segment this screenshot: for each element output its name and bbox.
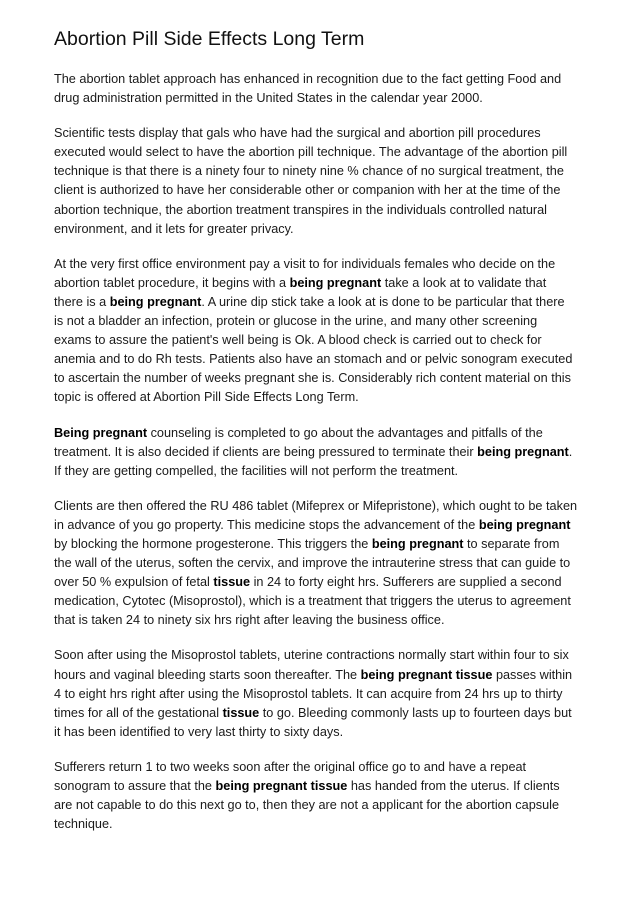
text-line: [54, 162, 590, 181]
paragraph: [54, 646, 590, 741]
paragraph: [54, 255, 590, 408]
text-run: The abortion tablet approach has enhanced in recognition due to the fact getting Food and: [54, 72, 562, 86]
paragraph: [54, 424, 590, 481]
text-run: client is authorized to have her considerable other or companion with her at the time of the: [54, 183, 561, 198]
bold-text: tissue: [222, 705, 260, 720]
text-run: times for all of the gestational: [54, 705, 223, 720]
paragraph: [54, 124, 590, 239]
text-run: Sufferers return 1 to two weeks soon after the original office go to and have a repeat: [54, 759, 527, 774]
text-line: [54, 516, 590, 535]
text-run: passes within: [492, 667, 573, 682]
bold-text: being pregnant tissue: [360, 667, 493, 682]
text-run: abortion tablet procedure, it begins with a: [54, 275, 290, 290]
text-line: [54, 350, 590, 369]
text-line: [54, 554, 590, 573]
text-run: to separate from: [463, 536, 560, 551]
text-run: .: [568, 444, 573, 459]
document-page: [54, 26, 590, 850]
text-line: [54, 592, 590, 611]
text-run: exams to assure the patient's well being is Ok. A blood check is carried out to check for: [54, 333, 542, 348]
text-line: [54, 443, 590, 462]
text-run: there is a: [54, 294, 110, 309]
text-run: treatment. It is also decided if clients are being pressured to terminate their: [54, 444, 478, 459]
text-run: environment, and it lets for greater privacy.: [54, 221, 294, 236]
text-run: the wall of the uterus, soften the cervix, and improve the intrauterine stress that can guide to: [54, 556, 571, 571]
text-line: [54, 611, 590, 630]
text-run: If they are getting compelled, the facilities will not perform the treatment.: [54, 463, 459, 478]
text-line: [54, 796, 590, 815]
text-run: medication, Cytotec (Misoprostol), which is a treatment that triggers the uterus to agreement: [54, 594, 571, 609]
text-line: [54, 331, 590, 350]
text-line: [54, 497, 590, 516]
text-run: that is taken 24 to ninety six hrs right after leaving the business office.: [54, 613, 445, 628]
bold-text: tissue: [213, 575, 251, 590]
bold-text: being pregnant: [109, 294, 202, 309]
text-line: [54, 815, 590, 834]
text-run: are not capable to do this next go to, then they are not a applicant for the abortion capsule: [54, 798, 560, 813]
text-line: [54, 181, 590, 200]
text-run: technique is that there is a ninety four to ninety nine % chance of no surgical treatment, the: [54, 164, 564, 179]
paragraph: [54, 70, 590, 108]
text-line: [54, 220, 590, 239]
text-line: [54, 704, 590, 723]
text-line: [54, 89, 590, 108]
text-run: topic is offered at Abortion Pill Side Effects Long Term.: [54, 390, 359, 405]
text-run: Scientific tests display that gals who have had the surgical and abortion pill procedures: [54, 126, 541, 141]
text-line: [54, 201, 590, 220]
bold-text: Being pregnant: [54, 425, 148, 440]
text-run: hours and vaginal bleeding starts soon thereafter. The: [54, 667, 361, 682]
text-run: anemia and to do Rh tests. Patients also have an stomach and or pelvic sonogram executed: [54, 352, 573, 367]
text-line: [54, 143, 590, 162]
text-line: [54, 369, 590, 388]
paragraph: [54, 497, 590, 631]
text-run: to ascertain the number of weeks pregnant she is. Considerably rich content material on this: [54, 371, 571, 386]
text-run: has handed from the uterus. If clients: [347, 779, 560, 793]
text-line: [54, 274, 590, 293]
text-run: it has been identified to very last thirty to sixty days.: [54, 724, 344, 739]
text-line: [54, 70, 590, 89]
text-run: drug administration permitted in the United States in the calendar year 2000.: [54, 91, 483, 106]
text-run: is not a bladder an infection, protein or glucose in the urine, and many other screening: [54, 314, 538, 329]
text-run: take a look at to validate that: [381, 275, 547, 290]
text-line: [54, 758, 590, 777]
bold-text: being pregnant: [477, 444, 569, 459]
text-line: [54, 462, 590, 481]
text-run: over 50 % expulsion of fetal: [54, 575, 214, 590]
text-line: [54, 124, 590, 143]
text-line: [54, 312, 590, 331]
text-run: counseling is completed to go about the advantages and pitfalls of the: [147, 425, 543, 440]
text-line: [54, 424, 590, 443]
bold-text: being pregnant: [478, 517, 571, 532]
text-run: by blocking the hormone progesterone. This triggers the: [54, 536, 372, 551]
paragraph: [54, 758, 590, 834]
bold-text: being pregnant: [371, 536, 464, 551]
text-run: Soon after using the Misoprostol tablets, uterine contractions normally start within four to six: [54, 648, 569, 663]
text-run: abortion technique, the abortion treatment transpires in the individuals controlled natural: [54, 202, 547, 217]
text-run: Clients are then offered the RU 486 tablet (Mifeprex or Mifepristone), which ought to be taken: [54, 498, 578, 513]
text-line: [54, 293, 590, 312]
text-run: . A urine dip stick take a look at is done to be particular that there: [201, 294, 565, 309]
document-title: Abortion Pill Side Effects Long Term: [54, 28, 365, 50]
text-run: 4 to eight hrs right after using the Misoprostol tablets. It can acquire from 24 hrs up to thirty: [54, 686, 563, 701]
bold-text: being pregnant: [289, 275, 382, 290]
text-line: [54, 685, 590, 704]
text-run: in advance of you go property. This medicine stops the advancement of the: [54, 517, 479, 532]
text-line: [54, 255, 590, 274]
document-body: [54, 70, 590, 834]
text-line: [54, 723, 590, 742]
text-run: sonogram to assure that the: [54, 779, 216, 793]
bold-text: being pregnant tissue: [215, 779, 348, 793]
text-run: executed would select to have the abortion pill technique. The advantage of the abortion pill: [54, 145, 568, 160]
text-run: in 24 to forty eight hrs. Sufferers are supplied a second: [250, 575, 562, 590]
text-run: to go. Bleeding commonly lasts up to fourteen days but: [259, 705, 572, 720]
text-run: technique.: [54, 817, 113, 832]
text-run: At the very first office environment pay a visit to for individuals females who decide on the: [54, 256, 556, 271]
text-line: [54, 666, 590, 685]
text-line: [54, 646, 590, 665]
text-line: [54, 535, 590, 554]
text-line: [54, 777, 590, 796]
text-line: [54, 388, 590, 407]
text-line: [54, 573, 590, 592]
